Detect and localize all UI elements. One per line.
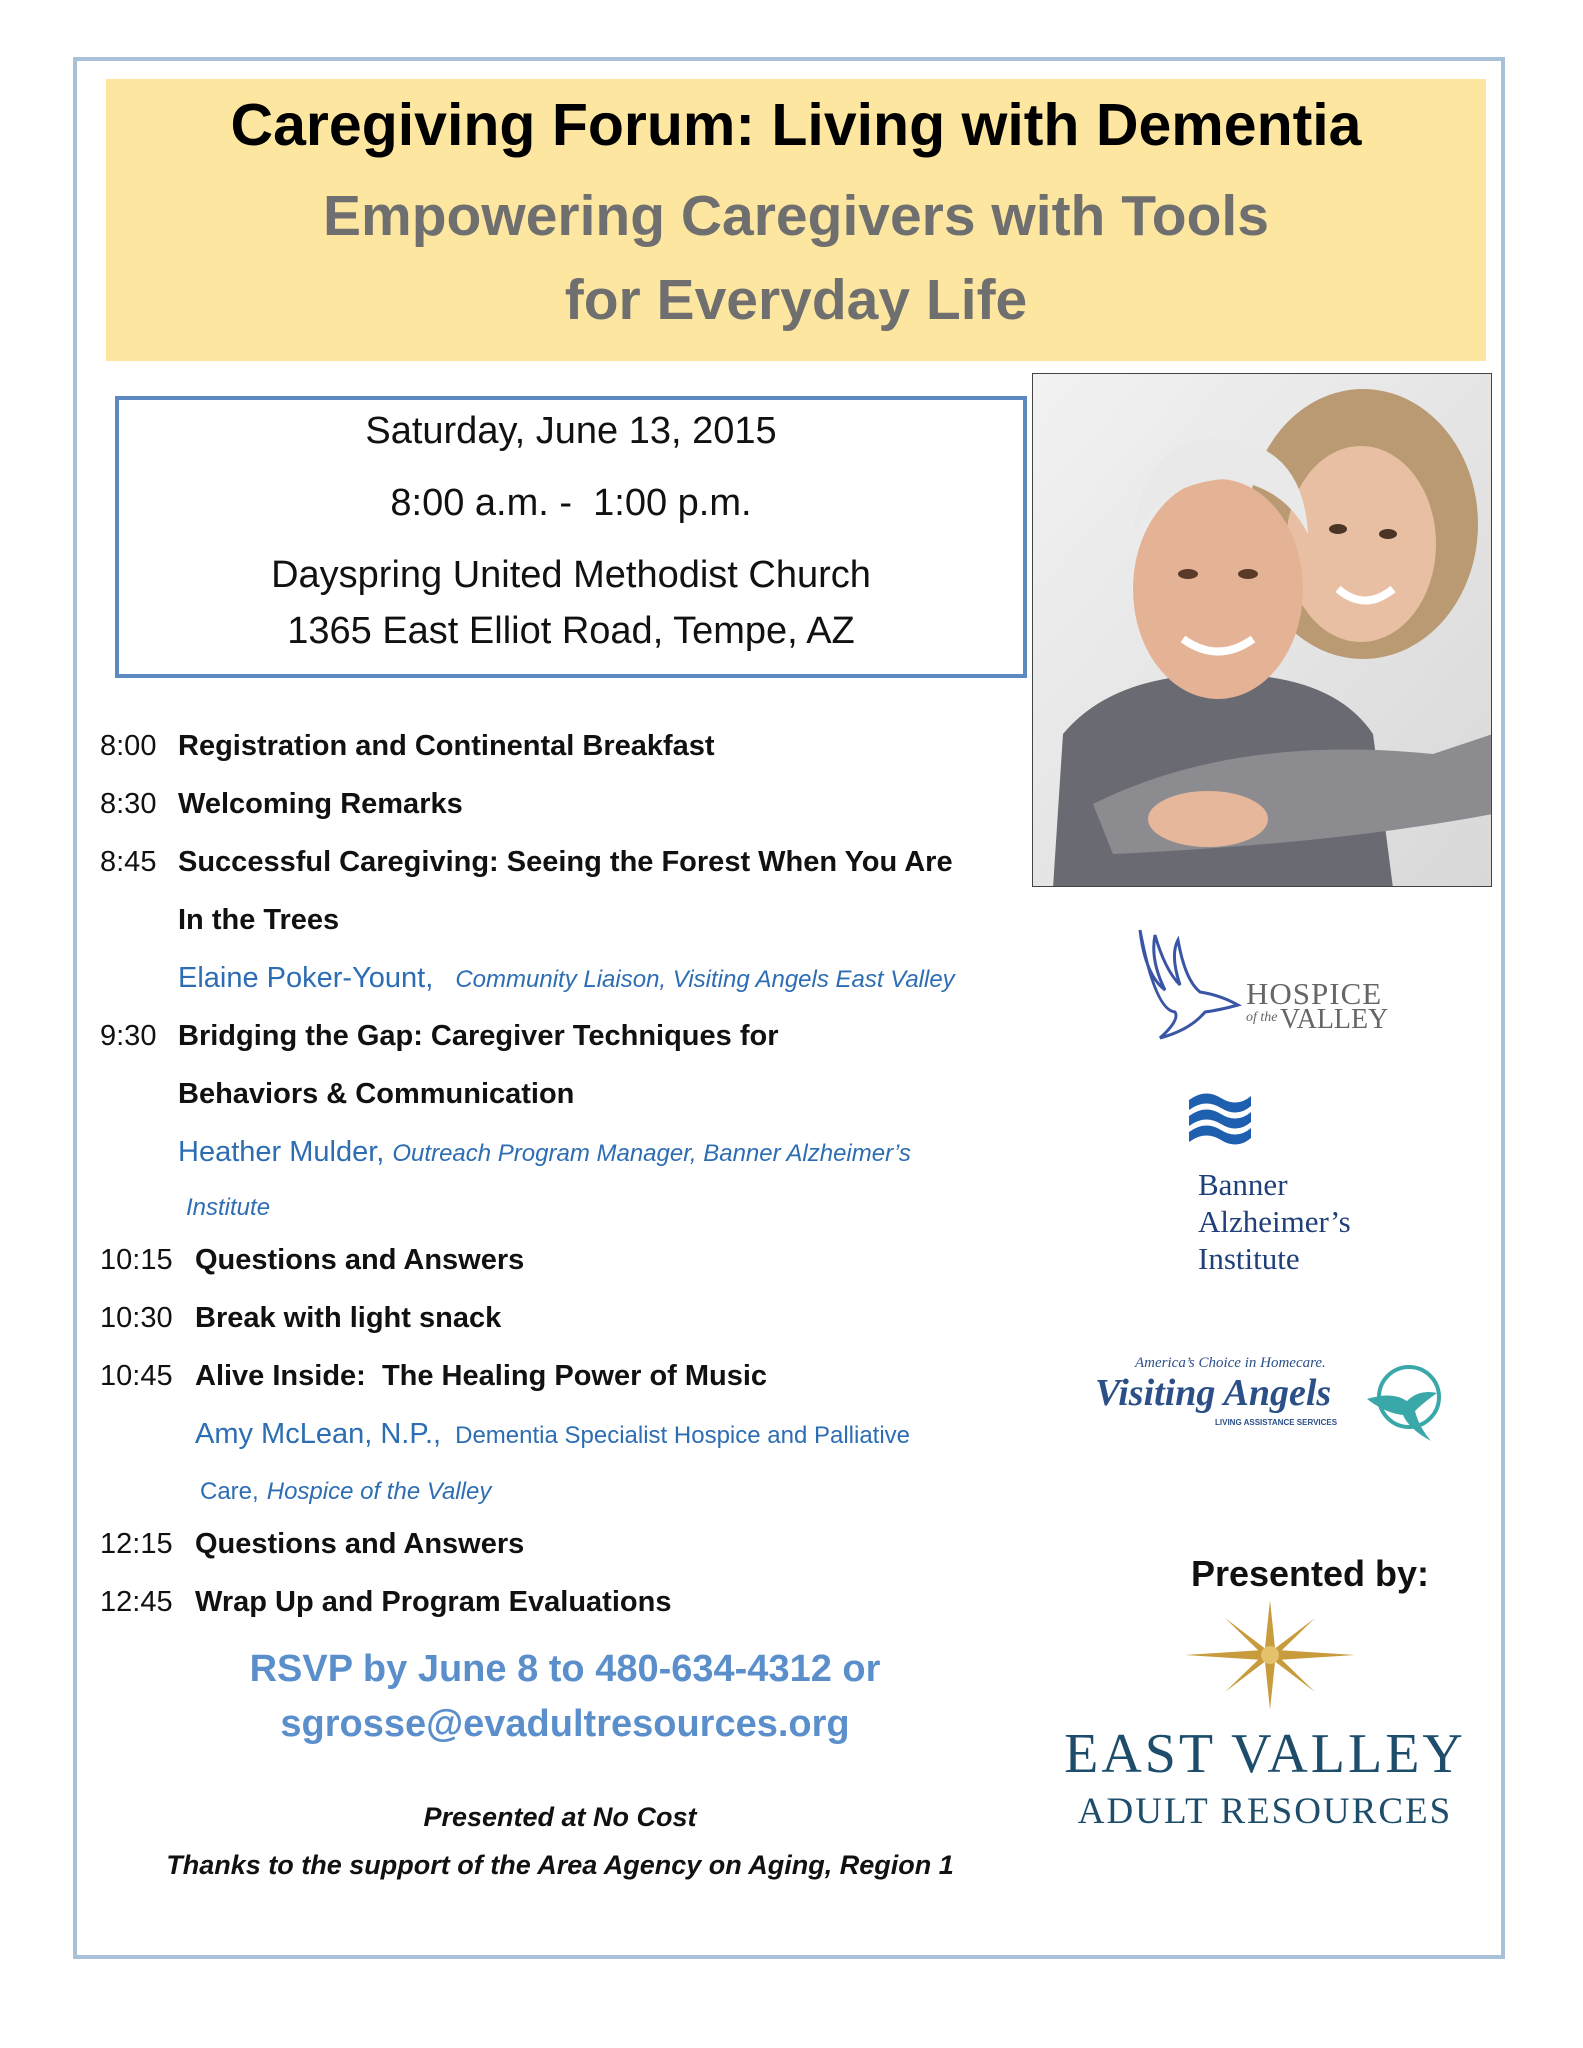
- banner-flag-icon: [1185, 1088, 1255, 1160]
- schedule-time: 8:30: [100, 788, 157, 820]
- rsvp-line-1: RSVP by June 8 to 480-634-4312 or: [249, 1648, 881, 1690]
- subtitle-line-1: Empowering Caregivers with Tools: [323, 184, 1269, 248]
- speaker-name: Elaine Poker-Yount,: [178, 962, 434, 994]
- hospice-of-the: of the: [1246, 1010, 1278, 1025]
- hospice-name: HOSPICE: [1246, 976, 1383, 1011]
- schedule-time: 12:15: [100, 1528, 173, 1560]
- title-banner: [106, 79, 1486, 361]
- schedule-item-title: Registration and Continental Breakfast: [178, 730, 715, 762]
- schedule-item-title: Questions and Answers: [195, 1244, 525, 1276]
- event-time: 8:00 a.m. - 1:00 p.m.: [390, 482, 752, 524]
- eva-logo-line-2: ADULT RESOURCES: [1077, 1791, 1453, 1832]
- schedule-time: 8:45: [100, 846, 157, 878]
- angels-name: Visiting Angels: [1095, 1372, 1332, 1414]
- banner-logo-line-3: Institute: [1198, 1241, 1300, 1276]
- banner-logo-mark: [1185, 1088, 1255, 1160]
- sunburst-graphic: [1185, 1600, 1355, 1710]
- speaker-name: Heather Mulder,: [178, 1136, 385, 1168]
- schedule-item-title: Welcoming Remarks: [178, 788, 463, 820]
- speaker-org: Hospice of the Valley: [266, 1478, 492, 1505]
- speaker-role: Community Liaison, Visiting Angels East Valley: [455, 966, 955, 993]
- speaker-role-cont: [186, 1190, 270, 1223]
- page-subtitle: [106, 174, 1486, 342]
- speaker-line: [178, 1136, 911, 1169]
- speaker-role: Outreach Program Manager, Banner Alzheimer’s: [392, 1140, 911, 1167]
- rsvp-email[interactable]: sgrosse@evadultresources.org: [280, 1703, 850, 1745]
- hospice-valley: VALLEY: [1280, 1004, 1389, 1035]
- sunburst-icon: [1185, 1600, 1355, 1710]
- visiting-angels-logo: [1095, 1355, 1455, 1455]
- speaker-role: Care,: [200, 1478, 259, 1505]
- event-date: Saturday, June 13, 2015: [365, 410, 777, 452]
- schedule-time: 8:00: [100, 730, 157, 762]
- caregiver-photo: [1032, 373, 1492, 887]
- schedule-time: 12:45: [100, 1586, 173, 1618]
- speaker-role-cont: [200, 1474, 491, 1507]
- schedule-item-title: Successful Caregiving: Seeing the Forest When You Are: [178, 846, 953, 878]
- schedule-item-title-cont: In the Trees: [178, 904, 340, 936]
- dove-icon: [1120, 920, 1250, 1050]
- hospice-of-the-valley-logo: [1120, 920, 1410, 1050]
- event-venue: Dayspring United Methodist Church: [271, 554, 871, 596]
- footer-no-cost: Presented at No Cost: [423, 1802, 697, 1832]
- angel-bird-icon: [1357, 1361, 1449, 1447]
- banner-logo-line-1: Banner: [1198, 1167, 1288, 1202]
- schedule-time: 10:15: [100, 1244, 173, 1276]
- angels-sub: LIVING ASSISTANCE SERVICES: [1215, 1418, 1338, 1427]
- subtitle-line-2: for Everyday Life: [564, 268, 1028, 332]
- couple-photo-illustration: [1033, 374, 1492, 887]
- schedule-time: 9:30: [100, 1020, 157, 1052]
- presented-by-label: Presented by:: [1190, 1553, 1430, 1594]
- schedule-item-title: Alive Inside: The Healing Power of Music: [195, 1360, 768, 1392]
- schedule-item-title-cont: Behaviors & Communication: [178, 1078, 575, 1110]
- speaker-role: Institute: [186, 1194, 271, 1221]
- schedule-time: 10:45: [100, 1360, 173, 1392]
- event-info-box: [115, 396, 1027, 678]
- speaker-name: Amy McLean, N.P.,: [195, 1418, 442, 1450]
- event-address: 1365 East Elliot Road, Tempe, AZ: [287, 610, 855, 652]
- eva-logo-line-1: EAST VALLEY: [1064, 1723, 1466, 1785]
- angels-tagline: America’s Choice in Homecare.: [1135, 1355, 1326, 1371]
- banner-logo-line-2: Alzheimer’s: [1198, 1204, 1351, 1239]
- schedule-item-title: Questions and Answers: [195, 1528, 525, 1560]
- page-title: Caregiving Forum: Living with Dementia: [230, 92, 1362, 158]
- schedule-item-title: Bridging the Gap: Caregiver Techniques for: [178, 1020, 779, 1052]
- footer-support: Thanks to the support of the Area Agency on Aging, Region 1: [166, 1850, 954, 1880]
- speaker-line: [195, 1418, 910, 1451]
- schedule-time: 10:30: [100, 1302, 173, 1334]
- speaker-role: Dementia Specialist Hospice and Palliative: [455, 1422, 911, 1449]
- schedule-item-title: Wrap Up and Program Evaluations: [195, 1586, 672, 1618]
- schedule-item-title: Break with light snack: [195, 1302, 502, 1334]
- speaker-line: [178, 962, 955, 995]
